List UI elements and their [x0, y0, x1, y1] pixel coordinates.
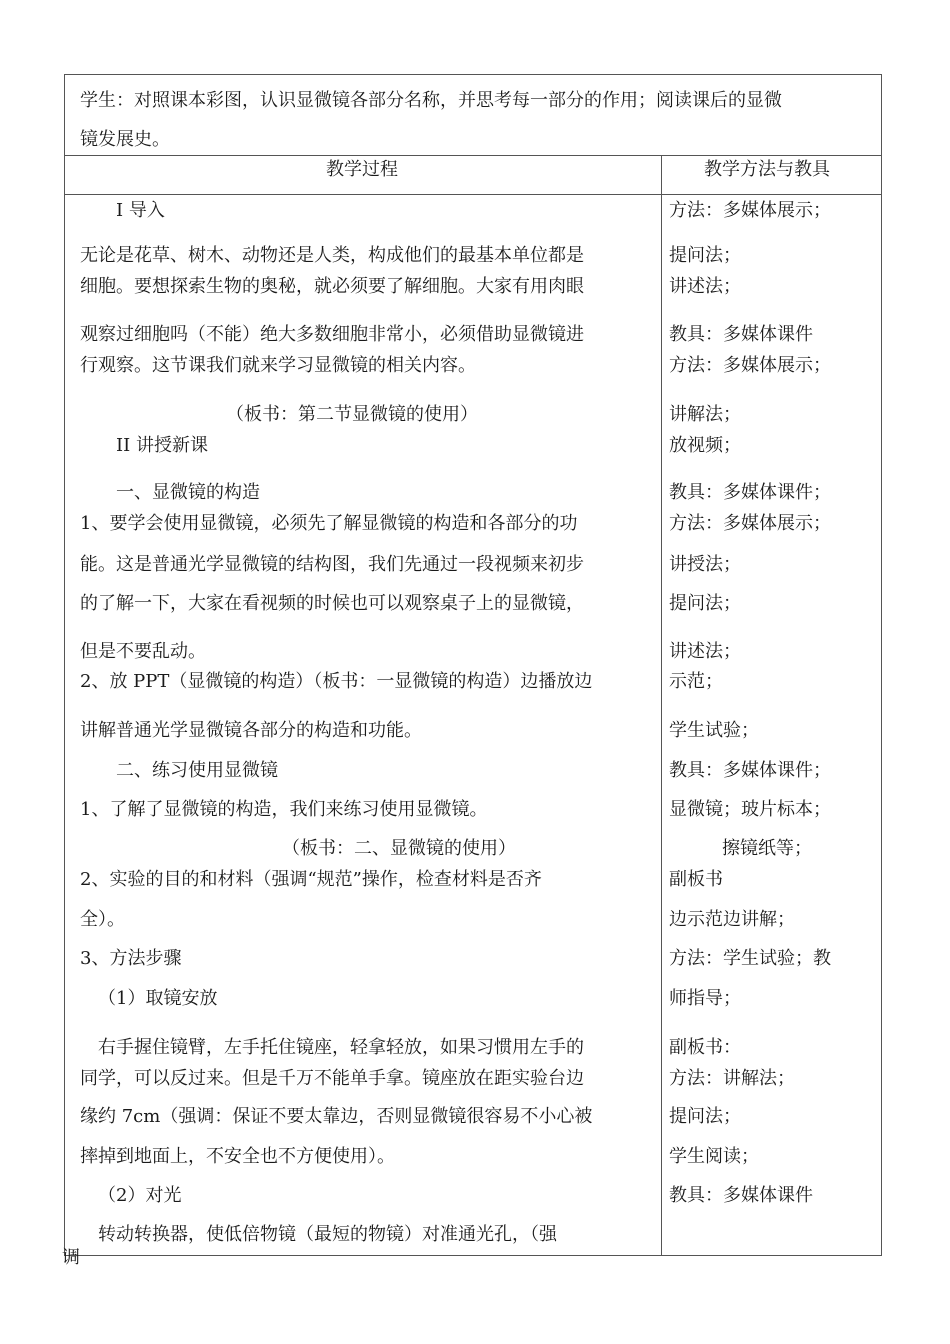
- method-text-line: 讲述法；: [669, 276, 741, 297]
- process-text-line: 2、放 PPT（显微镜的构造）（板书：一显微镜的构造）边播放边: [80, 671, 593, 692]
- intro-row-divider: [64, 155, 882, 156]
- method-text-line: 副板书：: [669, 1037, 741, 1058]
- process-text-line: 观察过细胞吗（不能）绝大多数细胞非常小，必须借助显微镜进: [80, 324, 584, 345]
- intro-text-line-1: 学生：对照课本彩图，认识显微镜各部分名称，并思考每一部分的作用；阅读课后的显微: [80, 90, 782, 111]
- method-text-line: 提问法；: [669, 245, 741, 266]
- process-text-line: 缘约 7cm（强调：保证不要太靠边，否则显微镜很容易不小心被: [80, 1106, 593, 1127]
- process-text-line: （板书：第二节显微镜的使用）: [226, 404, 478, 425]
- method-text-line: 师指导；: [669, 988, 741, 1009]
- table-top-border: [64, 74, 882, 75]
- method-text-line: 擦镜纸等；: [722, 838, 812, 859]
- method-text-line: 方法：讲解法；: [669, 1068, 795, 1089]
- process-text-line: 摔掉到地面上，不安全也不方便使用）。: [80, 1146, 395, 1167]
- method-text-line: 讲述法；: [669, 641, 741, 662]
- process-text-line: 右手握住镜臂，左手托住镜座，轻拿轻放，如果习惯用左手的: [98, 1037, 584, 1058]
- process-text-line: （1）取镜安放: [98, 988, 218, 1009]
- process-text-line: 同学，可以反过来。但是千万不能单手拿。镜座放在距实验台边: [80, 1068, 584, 1089]
- header-row-divider: [64, 194, 882, 195]
- process-text-line: 行观察。这节课我们就来学习显微镜的相关内容。: [80, 355, 476, 376]
- process-text-line: II 讲授新课: [116, 435, 208, 456]
- method-text-line: 提问法；: [669, 593, 741, 614]
- method-text-line: 显微镜；玻片标本；: [669, 799, 831, 820]
- method-text-line: 教具：多媒体课件；: [669, 482, 831, 503]
- method-text-line: 方法：多媒体展示；: [669, 513, 831, 534]
- method-text-line: 教具：多媒体课件: [669, 1185, 813, 1206]
- process-text-line: I 导入: [116, 200, 165, 221]
- process-text-line: 3、方法步骤: [80, 948, 182, 969]
- method-text-line: 学生阅读；: [669, 1146, 759, 1167]
- method-text-line: 方法：多媒体展示；: [669, 355, 831, 376]
- method-text-line: 方法：学生试验；教: [669, 948, 831, 969]
- process-text-line: 1、了解了显微镜的构造，我们来练习使用显微镜。: [80, 799, 488, 820]
- method-text-line: 教具：多媒体课件；: [669, 760, 831, 781]
- method-text-line: 学生试验；: [669, 720, 759, 741]
- process-text-line: 无论是花草、树木、动物还是人类，构成他们的最基本单位都是: [80, 245, 584, 266]
- header-teaching-process: 教学过程: [326, 159, 398, 180]
- method-text-line: 讲授法；: [669, 554, 741, 575]
- method-text-line: 边示范边讲解；: [669, 909, 795, 930]
- process-text-line: 能。这是普通光学显微镜的结构图，我们先通过一段视频来初步: [80, 554, 584, 575]
- process-text-line: 全）。: [80, 909, 125, 930]
- process-text-line: 但是不要乱动。: [80, 641, 206, 662]
- header-teaching-method: 教学方法与教具: [704, 159, 830, 180]
- process-text-line: 一、显微镜的构造: [116, 482, 260, 503]
- table-left-border: [64, 74, 65, 1256]
- column-divider: [661, 155, 662, 1256]
- method-text-line: 教具：多媒体课件: [669, 324, 813, 345]
- method-text-line: 示范；: [669, 671, 723, 692]
- table-bottom-border: [64, 1255, 882, 1256]
- process-text-line: 1、要学会使用显微镜，必须先了解显微镜的构造和各部分的功: [80, 513, 578, 534]
- process-text-line: 讲解普通光学显微镜各部分的构造和功能。: [80, 720, 422, 741]
- process-text-line: 2、实验的目的和材料（强调“规范”操作，检查材料是否齐: [80, 869, 542, 890]
- table-right-border: [881, 74, 882, 1256]
- method-text-line: 放视频；: [669, 435, 741, 456]
- process-text-line: （板书：二、显微镜的使用）: [282, 838, 516, 859]
- method-text-line: 提问法；: [669, 1106, 741, 1127]
- intro-text-line-2: 镜发展史。: [80, 129, 170, 150]
- method-text-line: 副板书: [669, 869, 723, 890]
- method-text-line: 讲解法；: [669, 404, 741, 425]
- process-text-line: （2）对光: [98, 1185, 182, 1206]
- process-text-line: 二、练习使用显微镜: [116, 760, 278, 781]
- method-text-line: 方法：多媒体展示；: [669, 200, 831, 221]
- process-text-line: 转动转换器，使低倍物镜（最短的物镜）对准通光孔，（强: [98, 1224, 557, 1245]
- process-text-line: 的了解一下，大家在看视频的时候也可以观察桌子上的显微镜，: [80, 593, 584, 614]
- cut-off-text: 调: [62, 1247, 80, 1268]
- process-text-line: 细胞。要想探索生物的奥秘，就必须要了解细胞。大家有用肉眼: [80, 276, 584, 297]
